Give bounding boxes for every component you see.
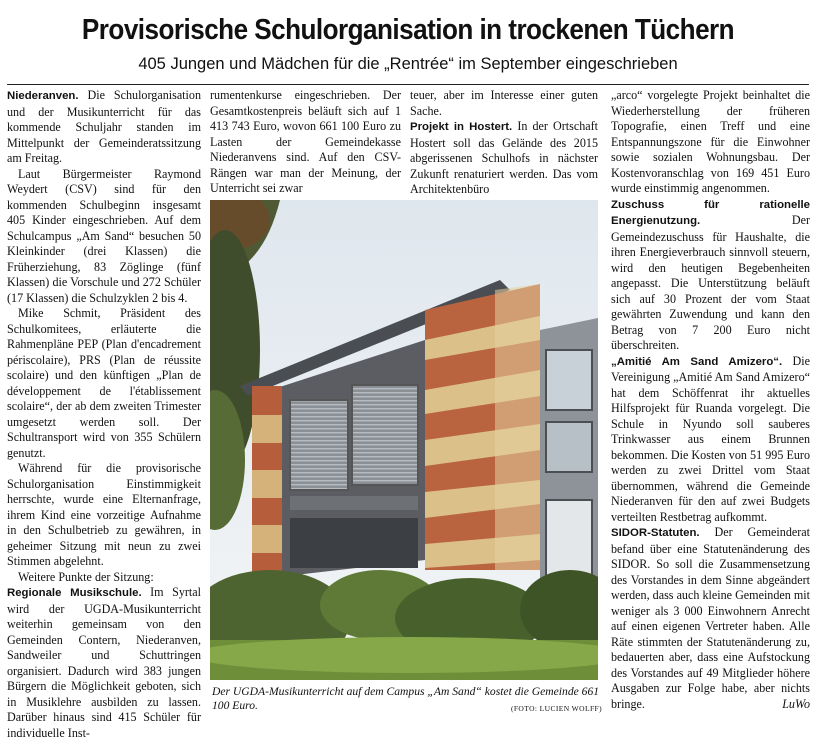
paragraph: Projekt in Hostert. In der Ortschaft Hostert soll das Gelände des 2015 abgerissenen Schulhofs in nächster Zukunft renaturiert werden. Das vom Architektenbüro xyxy=(410,119,598,196)
subheadline: 405 Jungen und Mädchen für die „Rentrée“ im September eingeschrieben xyxy=(138,55,678,73)
author-signature: LuWo xyxy=(782,696,810,711)
school-building-illustration xyxy=(210,200,598,680)
paragraph: teuer, aber im Interesse einer guten Sache. xyxy=(410,88,598,118)
paragraph: Regionale Musikschule. Im Syrtal wird der UGDA-Musikunterricht weiterhin gemeinsam von den Gemeinden Contern, Niederanven, Sandweiler und Schuttringen organisiert. Dadurch wird 383 jungen Bürgern die Möglichkeit geboten, sich in Musiklehre ausbilden zu lassen. Darüber hinaus sind 415 Schüler für individuelle Inst- xyxy=(7,585,201,740)
article-photo xyxy=(210,200,598,680)
brick-pier-left xyxy=(252,386,282,586)
paragraph: „arco“ vorgelegte Projekt beinhaltet die Wiederherstellung der früheren Topografie, einen Treff und eine Entspannungszone für die Einwohner sowie sozialen Wohnungsbau. Der Kostenvoranschlag von 169 451 Euro wurde einstimmig angenommen. xyxy=(611,88,810,195)
kicker: Regionale Musikschule. xyxy=(7,587,142,599)
headline: Provisorische Schulorganisation in trockenen Tüchern xyxy=(81,14,735,46)
kicker: SIDOR-Statuten. xyxy=(611,527,700,539)
paragraph: Während für die provisorische Schulorganisation Einstimmigkeit herrschte, wurde eine Elternanfrage, ihrem Kind eine vorzeitige Aufnahme in den Schulbetrieb zu gewähren, in geheimer Sitzung mit neun zu zwei Stimmen abgelehnt. xyxy=(7,461,201,568)
paragraph: SIDOR-Statuten. Der Gemeinderat befand über eine Statutenänderung des SIDOR. So soll die Zusammensetzung des Vorstandes in dem Sinne abgeändert werden, dass auch kleine Gemeinden mit weniger als 3 000 Einwohnern Anrecht auf einen eigenen Vertreter haben. Alle Räte stimmten der Statutenänderung zu, bedauerten aber, dass eine Aufstockung des Vorstandes auf 49 Mitglieder höhere Ausgaben zur Folge habe, aber nichts bringe. LuWo xyxy=(611,525,810,711)
paragraph: Weitere Punkte der Sitzung: xyxy=(18,569,154,584)
column-3 xyxy=(410,88,598,198)
photo-credit: (FOTO: LUCIEN WOLFF) xyxy=(510,704,602,713)
column-1 xyxy=(7,88,201,741)
paragraph: rumentenkurse eingeschrieben. Der Gesamtkostenpreis beläuft sich auf 1 413 743 Euro, wovon 661 100 Euro zu Lasten der Gemeindekasse Niederanvens sind. Auf den CSV-Rängen war man der Meinung, der Unterricht sei zwar xyxy=(210,88,401,195)
paragraph-intro: Niederanven. Die Schulorganisation und der Musikunterricht für das kommende Schuljahr standen im Mittelpunkt der Gemeinderatssitzung am Freitag. xyxy=(7,88,201,165)
dateline: Niederanven. xyxy=(7,90,79,102)
kicker: Projekt in Hostert. xyxy=(410,121,513,133)
kicker: Zuschuss für rationelle Energienutzung. xyxy=(611,198,810,227)
brick-block-right xyxy=(425,284,540,570)
header-rule xyxy=(7,84,809,85)
paragraph: Laut Bürgermeister Raymond Weydert (CSV) sind für den kommenden Schulbeginn insgesamt 405 Kinder eingeschrieben. Auf dem Schulcampus „Am Sand“ besuchen 50 Kleinkinder (drei Klassen) die Früherziehung, 83 Zöglinge (fünf Klassen) die Vorschule und 272 Schüler (17 Klassen) die Schulzyklen 2 bis 4. xyxy=(7,166,201,305)
column-4 xyxy=(611,88,810,712)
paragraph: Mike Schmit, Präsident des Schulkomitees, erläuterte die Rahmenpläne PEP (Plan d'encadrement périscolaire), PRS (Plan de réussite scolaire) und den künftigen „Plan de développement de l'établissement scolaire“, der ab dem zweiten Trimester umgesetzt werden soll. Der Schultransport wird von 355 Schülern genutzt. xyxy=(7,306,201,460)
column-2 xyxy=(210,88,401,197)
photo-caption: Der UGDA-Musikunterricht auf dem Campus „Am Sand“ kostet die Gemeinde 661 100 Euro. (FOTO: LUCIEN WOLFF) xyxy=(212,685,602,716)
kicker: „Amitié Am Sand Amizero“. xyxy=(611,355,783,368)
paragraph: „Amitié Am Sand Amizero“. Die Vereinigung „Amitié Am Sand Amizero“ hat dem Schöffenrat ihr aktuelles Hilfsprojekt für Ruanda vorgelegt. Die Schule in Nyundo soll sauberes Trinkwasser aus einem Brunnen bekommen. Die Kosten von 51 995 Euro werden zu zwei Drittel vom Staat übernommen, während die Gemeinde Niederanven für den auf zwei Budgets verteilten Restbetrag aufkommt. xyxy=(611,353,810,524)
paragraph: Zuschuss für rationelle Energienutzung. Der Gemeindezuschuss für Haushalte, die ihren Energieverbrauch sinnvoll steuern, wird den heutigen Begebenheiten angepasst. Die Unterstützung beläuft sich auf 30 Prozent der vom Staat gewährten Zuwendung und kann den Betrag von 7 200 Euro nicht überschreiten. xyxy=(611,198,810,352)
